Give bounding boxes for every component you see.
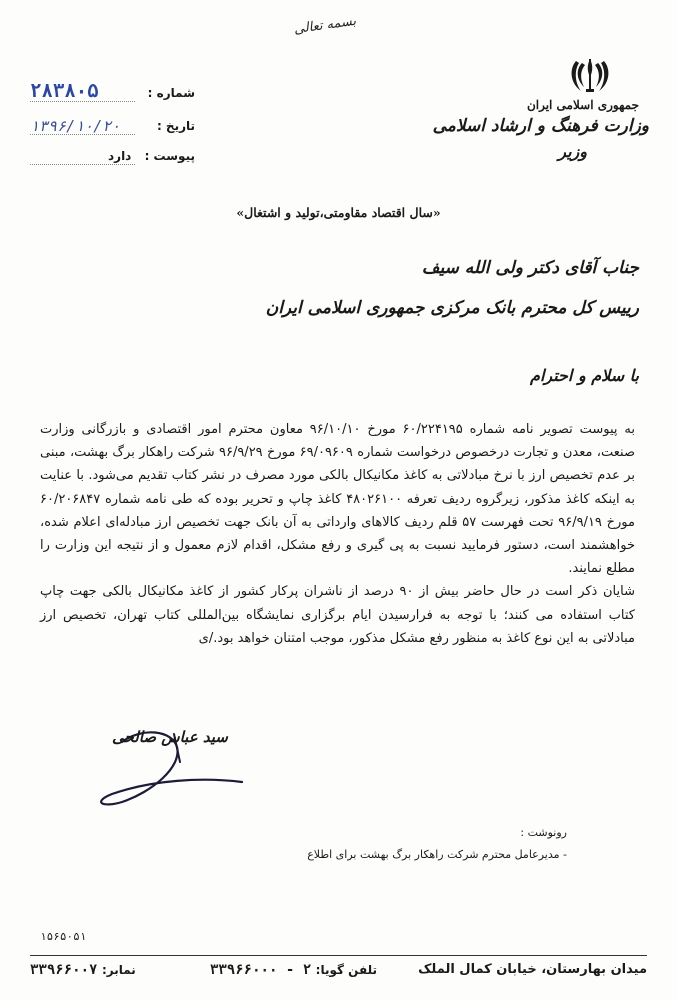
footer-telephone <box>210 962 377 978</box>
ministry-header <box>429 98 649 161</box>
salutation: با سلام و احترام <box>530 366 639 385</box>
attachment-value: دارد <box>108 149 132 163</box>
date-label: تاریخ : <box>156 119 195 133</box>
letter-number-row <box>30 82 195 106</box>
letter-body <box>40 418 635 650</box>
office-title: وزیر <box>558 142 587 161</box>
letter-number: ۲۸۳۸۰۵ <box>30 80 99 102</box>
bismillah-heading: بسمه تعالی <box>293 13 357 38</box>
ministry-name: وزارت فرهنگ و ارشاد اسلامی <box>432 116 649 136</box>
republic-name: جمهوری اسلامی ایران <box>526 98 639 112</box>
recipient-title: رییس کل محترم بانک مرکزی جمهوری اسلامی ایران <box>265 298 639 318</box>
footer-fax <box>30 962 136 978</box>
attachment-row <box>30 145 195 169</box>
footer-divider <box>30 955 647 956</box>
number-label: شماره : <box>147 86 195 100</box>
tel-value: ۲ - ۳۳۹۶۶۰۰۰ <box>209 962 312 978</box>
attachment-label: پیوست : <box>144 149 195 163</box>
document-code: ۱۵۶۵۰۵۱ <box>40 930 87 943</box>
recipient-name: جناب آقای دکتر ولی الله سیف <box>421 258 639 278</box>
cc-block <box>307 822 567 866</box>
footer <box>30 962 647 988</box>
signatory-name: سید عباس صالحی <box>112 728 228 746</box>
iran-emblem-icon <box>566 55 614 97</box>
letter-date: ۱۳۹۶/۱۰/۲۰ <box>30 117 121 135</box>
fax-value: ۳۳۹۶۶۰۰۷ <box>30 962 98 978</box>
recipient-block <box>219 258 639 318</box>
body-paragraph-1: به پیوست تصویر نامه شماره ۶۰/۲۲۴۱۹۵ مورخ ۹۶/۱۰/۱۰ معاون محترم امور اقتصادی و بازرگانی وزارت صنعت، معدن و تجارت درخصوص درخواست شماره ۶۹/۰۹۶۰۹ مورخ ۹۶/۹/۲۹ شرکت راهکار برگ بهشت، مبنی بر عدم تخصیص ارز با نرخ مبادلاتی به کاغذ مکانیکال بالکی مورد مصرف در نشر کتاب تقدیم می‌شود. با عنایت به اینکه کاغذ مذکور، زیرگروه ردیف تعرفه ۴۸۰۲۶۱۰۰ کاغذ چاپ و تحریر بوده که طی نامه شماره ۶۰/۲۰۶۸۴۷ مورخ ۹۶/۹/۱۹ تحت فهرست ۵۷ قلم ردیف کالاهای وارداتی به آن بانک جهت تخصیص ارز مبادله‌ای اعلام شده، خواهشمند است، دستور فرمایید نسبت به پی گیری و رفع مشکل، اقدام لازم معمول و از نتیجه این وزارت را مطلع نمایند. <box>40 422 636 577</box>
footer-address: میدان بهارستان، خیابان کمال الملک <box>418 962 647 977</box>
cc-label: رونوشت : <box>520 826 567 839</box>
letter-date-row <box>30 115 195 139</box>
body-paragraph-2: شایان ذکر است در حال حاضر بیش از ۹۰ درصد از ناشران پرکار کشور از کاغذ مکانیکال بالکی جهت چاپ کتاب استفاده می کنند؛ با توجه به فرارسیدن ایام برگزاری نمایشگاه بین‌المللی کتاب تهران، تخصیص ارز مبادلاتی به این نوع کاغذ به منظور رفع مشکل مذکور، موجب امتنان خواهد بود./ی <box>40 584 635 646</box>
cc-line-1: - مدیرعامل محترم شرکت راهکار برگ بهشت برای اطلاع <box>307 848 567 861</box>
tel-label: تلفن گویا: <box>315 963 377 977</box>
fax-label: نمابر: <box>101 963 136 977</box>
attachment-dotline <box>30 164 135 165</box>
year-slogan: «سال اقتصاد مقاومتی،تولید و اشتغال» <box>236 205 441 220</box>
